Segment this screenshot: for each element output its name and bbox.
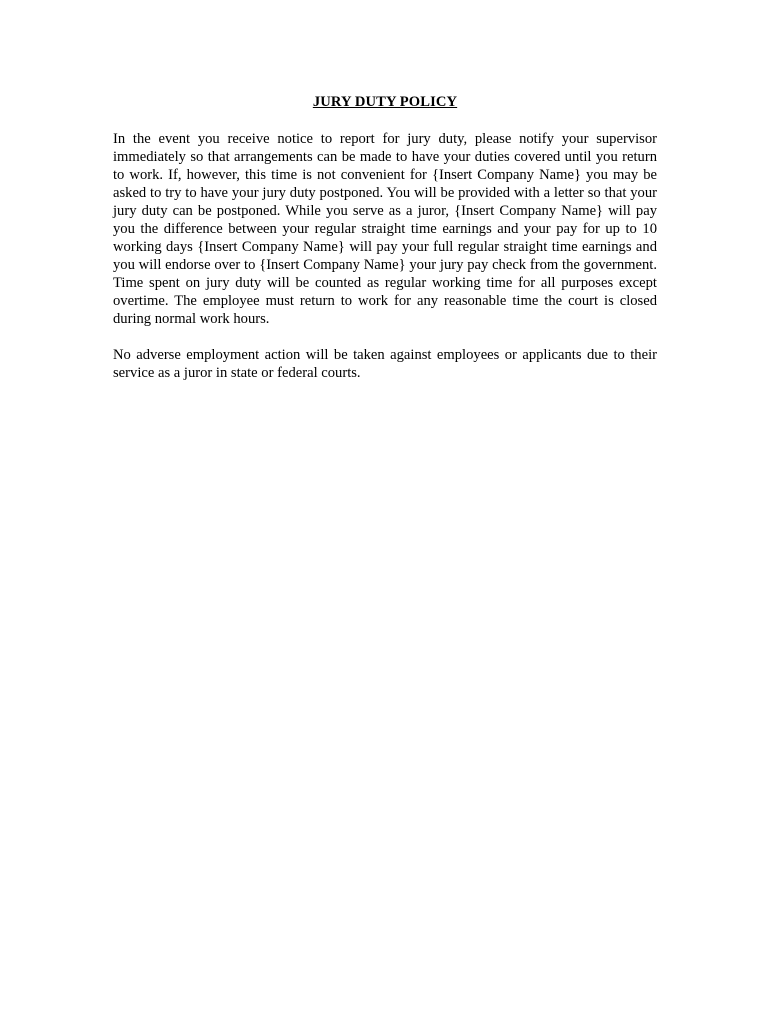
policy-paragraph-1: In the event you receive notice to report for jury duty, please notify your supervisor immediately so that arrangements can be made to have your duties covered until you return to work. If, however, this time is not convenient for {Insert Company Name} you may be asked to try to have your jury duty postponed. You will be provided with a letter so that your jury duty can be postponed. While you serve as a juror, {Insert Company Name} will pay you the difference between your regular straight time earnings and your pay for up to 10 working days {Insert Company Name} will pay your full regular straight time earnings and you will endorse over to {Insert Company Name} your jury pay check from the government. Time spent on jury duty will be counted as regular working time for all purposes except overtime. The employee must return to work for any reasonable time the court is closed during normal work hours. — [113, 131, 657, 327]
document-page — [113, 93, 657, 400]
policy-paragraph-2: No adverse employment action will be taken against employees or applicants due to their service as a juror in state or federal courts. — [113, 347, 657, 381]
document-title: JURY DUTY POLICY — [312, 94, 458, 110]
